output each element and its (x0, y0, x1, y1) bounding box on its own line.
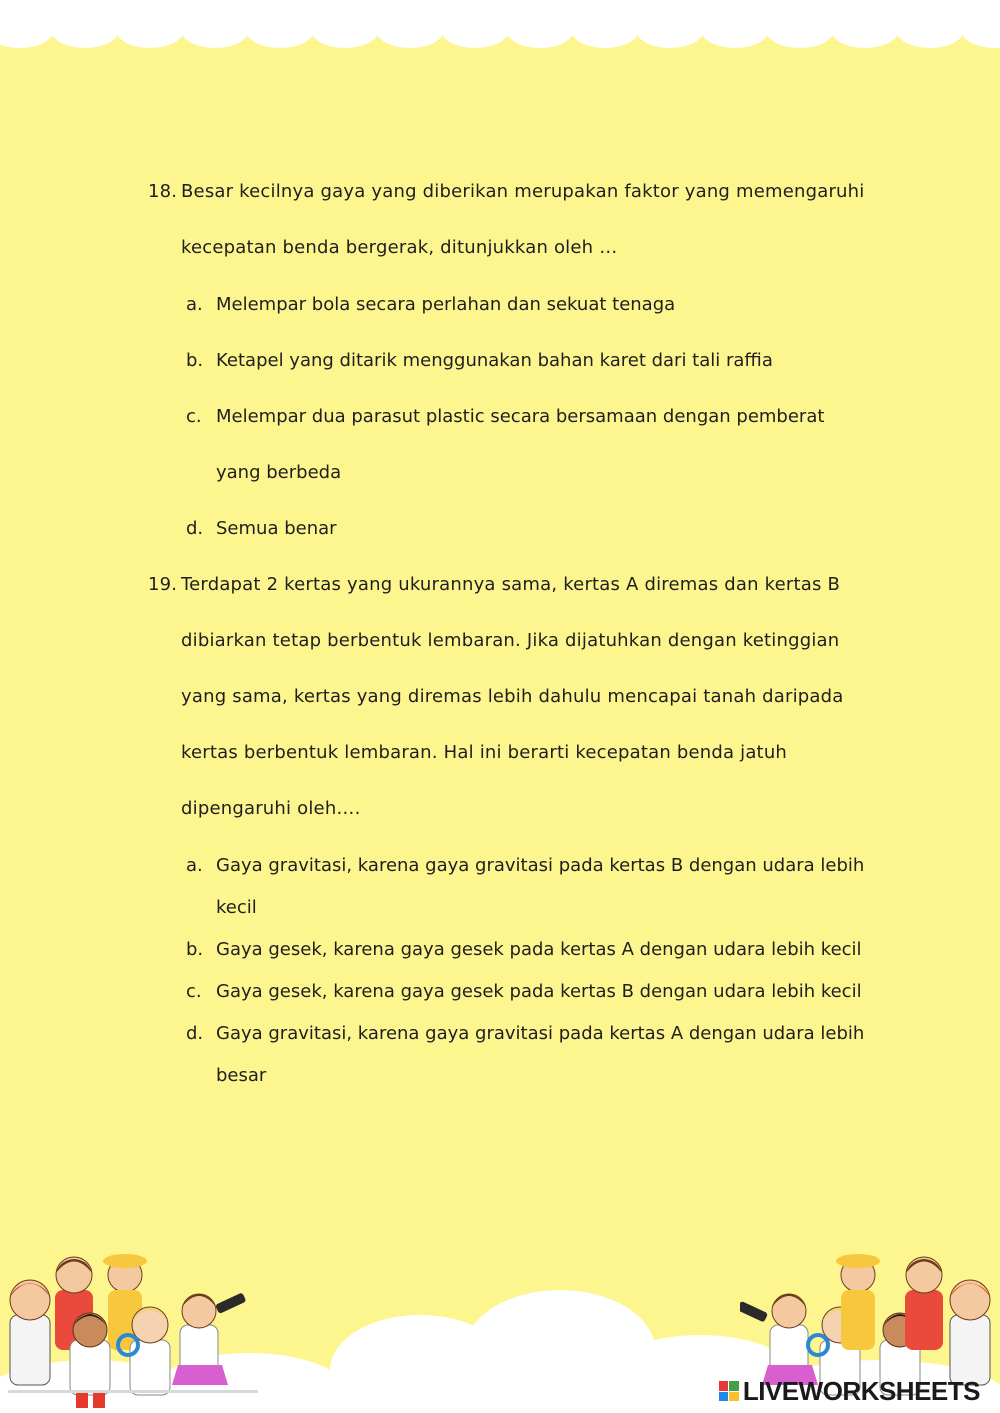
top-cloud-border (0, 0, 1000, 60)
option-letter: a. (186, 855, 203, 876)
option-text: Gaya gesek, karena gaya gesek pada kertas A dengan udara lebih kecil (216, 939, 862, 960)
option-letter: d. (186, 1023, 204, 1044)
question-text-line: yang sama, kertas yang diremas lebih dahulu mencapai tanah daripada (181, 686, 844, 707)
option-text: Ketapel yang ditarik menggunakan bahan karet dari tali raffia (216, 350, 773, 371)
question-number: 18. (148, 181, 178, 202)
question-text-line: kertas berbentuk lembaran. Hal ini berarti kecepatan benda jatuh (181, 742, 788, 763)
option-text: kecil (216, 897, 257, 918)
question-number: 19. (148, 574, 178, 595)
option-text: Semua benar (216, 518, 337, 539)
option-text: Gaya gravitasi, karena gaya gravitasi pada kertas A dengan udara lebih (216, 1023, 865, 1044)
option-letter: c. (186, 981, 202, 1002)
option-text: Gaya gravitasi, karena gaya gravitasi pada kertas B dengan udara lebih (216, 855, 865, 876)
option-letter: a. (186, 294, 203, 315)
option-text: Gaya gesek, karena gaya gesek pada kertas B dengan udara lebih kecil (216, 981, 862, 1002)
liveworksheets-logo (719, 1378, 980, 1404)
logo-text: LIVEWORKSHEETS (742, 1376, 980, 1406)
option-letter: b. (186, 939, 204, 960)
option-letter: c. (186, 406, 202, 427)
question-text-line: kecepatan benda bergerak, ditunjukkan oleh … (181, 237, 618, 258)
option-text: besar (216, 1065, 267, 1086)
option-letter: d. (186, 518, 204, 539)
option-text: Melempar dua parasut plastic secara bersamaan dengan pemberat (216, 406, 825, 427)
children-illustration-left (0, 1245, 260, 1413)
logo-grid-icon (719, 1381, 739, 1401)
question-text-line: dibiarkan tetap berbentuk lembaran. Jika dijatuhkan dengan ketinggian (181, 630, 840, 651)
question-text-line: Terdapat 2 kertas yang ukurannya sama, kertas A diremas dan kertas B (181, 574, 841, 595)
option-letter: b. (186, 350, 204, 371)
question-text-line: Besar kecilnya gaya yang diberikan merupakan faktor yang memengaruhi (181, 181, 865, 202)
question-text-line: dipengaruhi oleh…. (181, 798, 361, 819)
option-text: Melempar bola secara perlahan dan sekuat tenaga (216, 294, 676, 315)
option-text: yang berbeda (216, 462, 342, 483)
